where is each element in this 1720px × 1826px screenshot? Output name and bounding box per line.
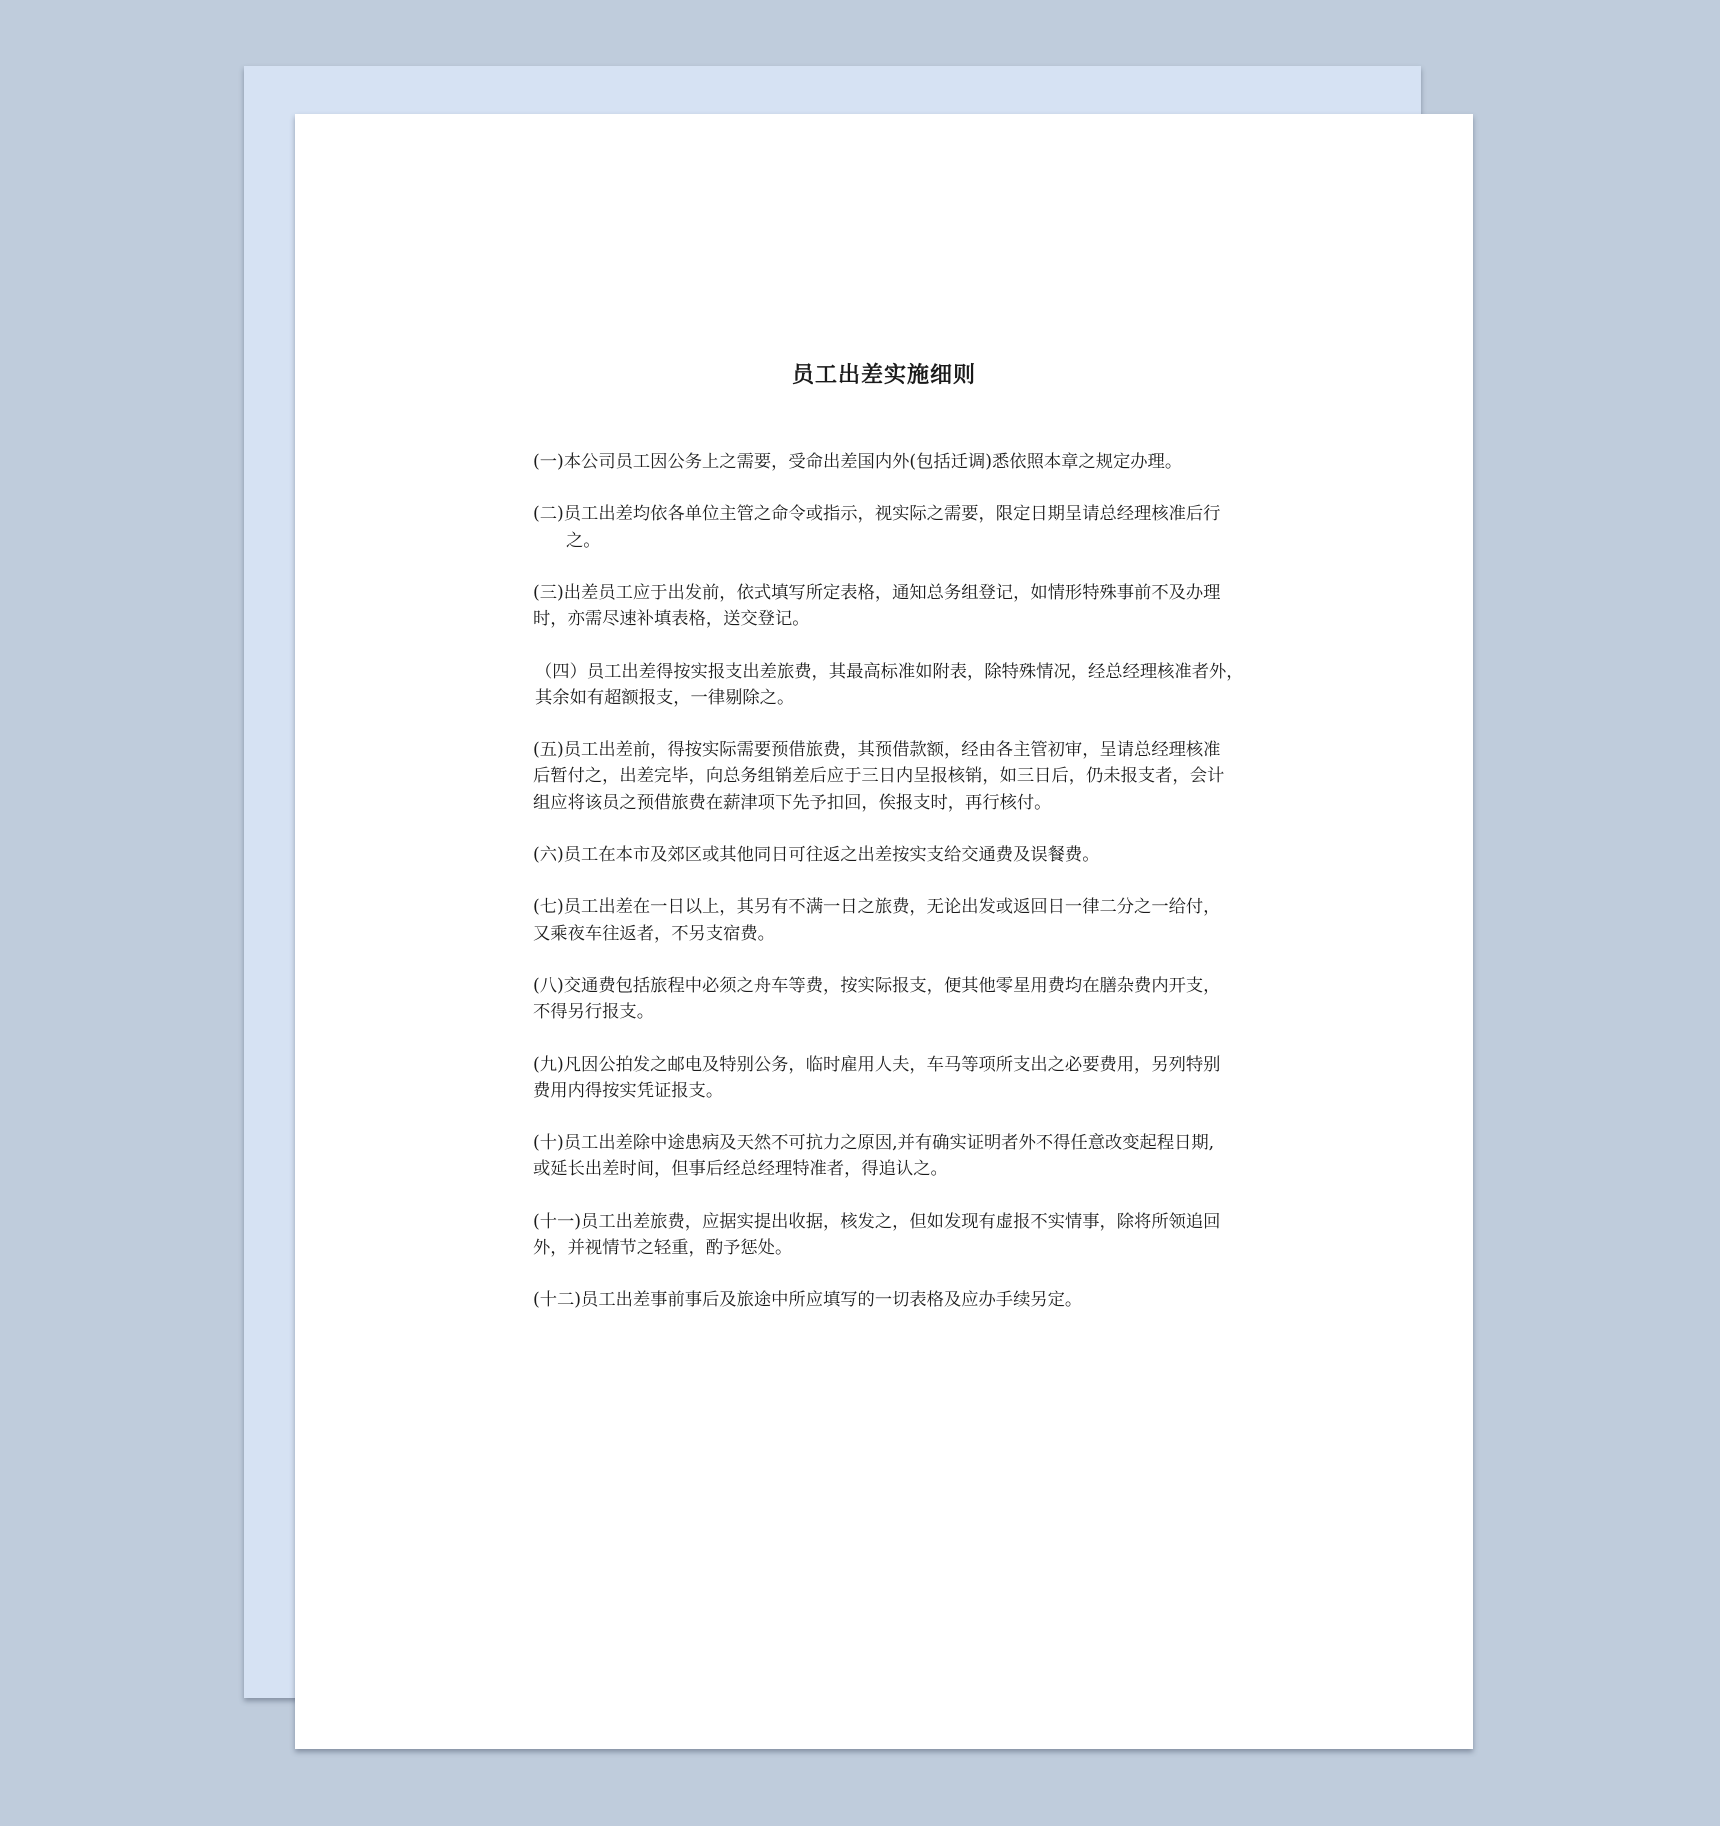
clause-line: (七)员工出差在一日以上，其另有不满一日之旅费，无论出发或返回日一律二分之一给付，: [533, 897, 1221, 918]
clause-line: 之。: [566, 530, 601, 551]
clause-paragraph: [533, 501, 1253, 553]
clause-line: 或延长出差时间，但事后经总经理特准者，得追认之。: [533, 1159, 948, 1180]
clause-paragraph: [533, 1052, 1253, 1104]
clause-paragraph: [533, 1209, 1253, 1261]
clause-line: (二)员工出差均依各单位主管之命令或指示，视实际之需要，限定日期呈请总经理核准后行: [533, 504, 1221, 525]
clause-line: 后暂付之，出差完毕，向总务组销差后应于三日内呈报核销，如三日后，仍未报支者，会计: [533, 766, 1225, 787]
clause-line: (九)凡因公拍发之邮电及特别公务，临时雇用人夫，车马等项所支出之必要费用，另列特别: [533, 1054, 1221, 1075]
clause-line: (五)员工出差前，得按实际需要预借旅费，其预借款额，经由各主管初审，呈请总经理核准: [533, 740, 1221, 761]
clause-paragraph: [533, 1130, 1253, 1182]
clause-line: 外，并视情节之轻重，酌予惩处。: [533, 1237, 793, 1258]
document-page: [295, 114, 1473, 1749]
clause-line: (六)员工在本市及郊区或其他同日可往返之出差按实支给交通费及误餐费。: [533, 844, 1100, 865]
clause-line: (三)出差员工应于出发前，依式填写所定表格，通知总务组登记，如情形特殊事前不及办理: [533, 582, 1221, 603]
clause-paragraph: [533, 973, 1253, 1025]
clause-paragraph: [533, 1287, 1253, 1313]
clause-line: 不得另行报支。: [533, 1002, 654, 1023]
document-title: 员工出差实施细则: [791, 362, 976, 388]
clause-paragraph: [533, 659, 1253, 711]
clause-line: 时，亦需尽速补填表格，送交登记。: [533, 609, 810, 630]
clause-paragraph: [533, 737, 1253, 816]
clause-paragraph: [533, 842, 1253, 868]
clause-line: (十)员工出差除中途患病及天然不可抗力之原因,并有确实证明者外不得任意改变起程日期,: [533, 1133, 1215, 1154]
clause-paragraph: [533, 894, 1253, 946]
clause-line: 费用内得按实凭证报支。: [533, 1080, 724, 1101]
clause-line: (十二)员工出差事前事后及旅途中所应填写的一切表格及应办手续另定。: [533, 1290, 1083, 1311]
clause-line: (一)本公司员工因公务上之需要，受命出差国内外(包括迁调)悉依照本章之规定办理。: [533, 452, 1183, 472]
clause-line: 其余如有超额报支，一律剔除之。: [535, 687, 795, 708]
document-body: [533, 449, 1253, 1340]
clause-line: (八)交通费包括旅程中必须之舟车等费，按实际报支，便其他零星用费均在膳杂费内开支，: [533, 975, 1221, 996]
clause-paragraph: [533, 580, 1253, 632]
clause-line: （四）员工出差得按实报支出差旅费，其最高标准如附表，除特殊情况，经总经理核准者外，: [535, 661, 1244, 682]
clause-line: (十一)员工出差旅费，应据实提出收据，核发之，但如发现有虚报不实情事，除将所领追回: [533, 1211, 1221, 1232]
clause-line: 又乘夜车往返者，不另支宿费。: [533, 923, 775, 944]
clause-line: 组应将该员之预借旅费在薪津项下先予扣回，俟报支时，再行核付。: [533, 792, 1052, 813]
clause-paragraph: [533, 449, 1253, 475]
